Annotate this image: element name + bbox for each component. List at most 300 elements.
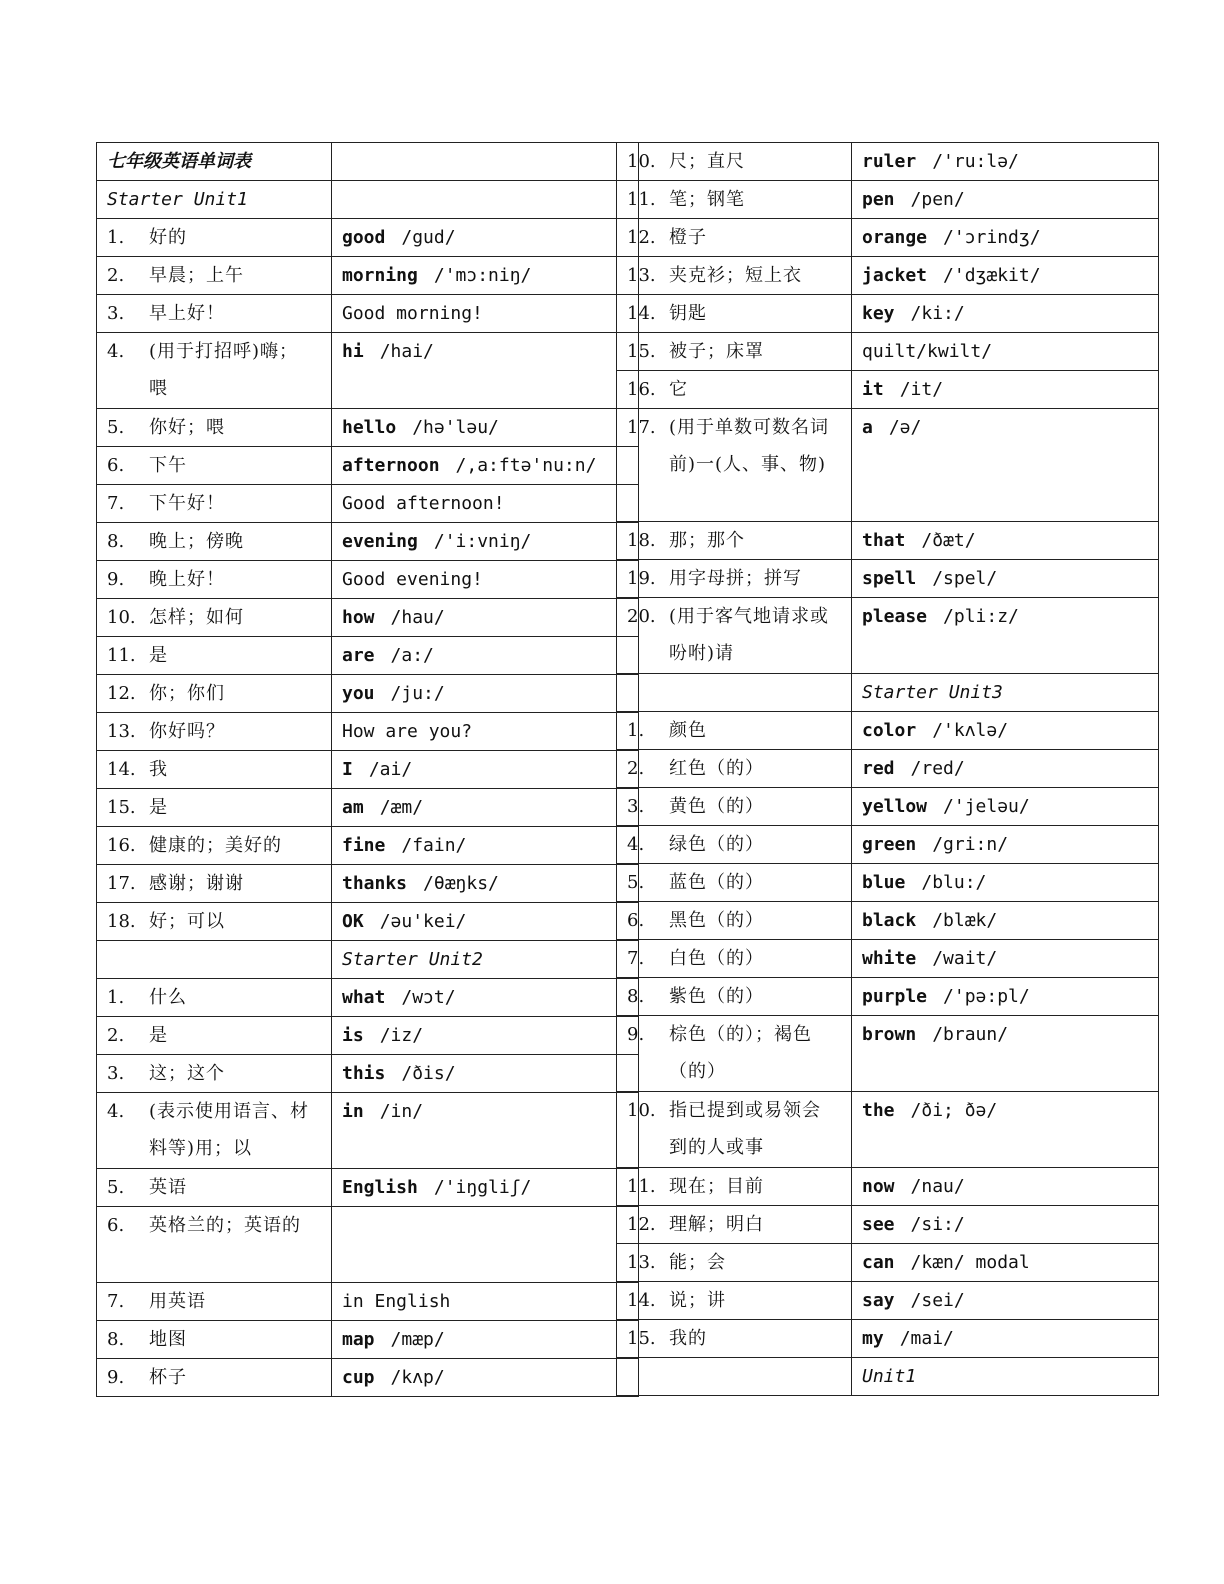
phonetic: /si:/: [910, 1214, 965, 1235]
phonetic: /ju:/: [390, 683, 445, 704]
item-number: 18.: [107, 911, 136, 932]
item-number: 2.: [107, 265, 125, 286]
chinese-meaning: 你；你们: [149, 683, 225, 704]
phonetic: /æm/: [379, 797, 424, 818]
phonetic: /wɔt/: [401, 987, 456, 1008]
english-entry-cell: [332, 561, 639, 599]
english-entry-cell: [332, 789, 639, 827]
english-entry-cell: [332, 827, 639, 865]
english-word: are: [342, 645, 375, 666]
item-number: 5.: [627, 872, 645, 893]
english-entry-cell: [332, 1169, 639, 1207]
chinese-meaning: 你好；喂: [149, 417, 225, 438]
english-entry-cell: [852, 295, 1159, 333]
item-number: 10.: [627, 1100, 656, 1121]
chinese-meaning: (表示使用语言、材料等)用；以: [149, 1101, 310, 1159]
english-entry-cell: [332, 1283, 639, 1321]
chinese-meaning: 好；可以: [149, 911, 225, 932]
english-entry-cell: [852, 143, 1159, 181]
chinese-meaning-cell: [617, 1282, 852, 1320]
table-row: [617, 143, 1159, 181]
item-number: 12.: [627, 1214, 656, 1235]
table-row: [97, 675, 639, 713]
phonetic: /a:/: [390, 645, 434, 666]
chinese-meaning: 理解；明白: [669, 1214, 764, 1235]
english-word: key: [862, 303, 895, 324]
table-row: [97, 485, 639, 523]
chinese-meaning: 什么: [149, 987, 187, 1008]
english-word: it: [862, 379, 884, 400]
right-vocabulary-column: [616, 142, 1116, 1396]
chinese-meaning: 杯子: [149, 1367, 187, 1388]
english-word: you: [342, 683, 375, 704]
table-row: [97, 865, 639, 903]
table-row: [617, 333, 1159, 371]
phonetic: /mai/: [899, 1328, 954, 1349]
table-row: [97, 523, 639, 561]
chinese-meaning-cell: [617, 333, 852, 371]
unit-title: Starter Unit2: [342, 949, 483, 970]
table-row: [617, 560, 1159, 598]
item-number: 16.: [107, 835, 136, 856]
chinese-meaning: 早上好！: [149, 303, 225, 324]
english-entry-cell: [332, 1055, 639, 1093]
chinese-meaning-cell: [97, 447, 332, 485]
english-entry-cell: [332, 447, 639, 485]
item-number: 18.: [627, 530, 656, 551]
phonetic: /'mɔ:niŋ/: [433, 265, 532, 286]
chinese-meaning-cell: [97, 1359, 332, 1397]
header-right-cell: [852, 1358, 1159, 1396]
item-number: 5.: [107, 417, 125, 438]
english-word: black: [862, 910, 917, 931]
item-number: 17.: [627, 417, 656, 438]
chinese-meaning: 蓝色（的）: [669, 872, 764, 893]
english-word: that: [862, 530, 906, 551]
chinese-meaning-cell: [617, 598, 852, 674]
english-entry-cell: [852, 826, 1159, 864]
chinese-meaning-cell: [97, 295, 332, 333]
item-number: 14.: [627, 1290, 656, 1311]
table-row: [617, 750, 1159, 788]
english-word: am: [342, 797, 364, 818]
item-number: 11.: [627, 1176, 656, 1197]
chinese-meaning: 英语: [149, 1177, 187, 1198]
english-word: now: [862, 1176, 895, 1197]
header-left-cell: [617, 1358, 852, 1396]
table-row: [617, 219, 1159, 257]
item-number: 8.: [627, 986, 645, 1007]
phonetic: /nau/: [910, 1176, 965, 1197]
english-entry-cell: [332, 1093, 639, 1169]
phonetic: /'dʒækit/: [943, 265, 1041, 286]
table-row: [617, 295, 1159, 333]
chinese-meaning-cell: [97, 1321, 332, 1359]
table-row: [97, 409, 639, 447]
english-word: in: [342, 1101, 364, 1122]
phonetic: /'i:vniŋ/: [433, 531, 532, 552]
english-entry-cell: [332, 1321, 639, 1359]
english-entry-cell: [332, 257, 639, 295]
item-number: 4.: [627, 834, 645, 855]
english-phrase: Good morning!: [342, 303, 483, 324]
chinese-meaning-cell: [617, 1206, 852, 1244]
english-entry-cell: [852, 219, 1159, 257]
phonetic: /'ru:lə/: [932, 151, 1019, 172]
unit-title: Unit1: [862, 1366, 917, 1387]
phonetic: /wait/: [932, 948, 998, 969]
english-entry-cell: [332, 219, 639, 257]
vocabulary-table-left-body: [97, 143, 639, 1397]
item-number: 11.: [627, 189, 656, 210]
english-word: white: [862, 948, 917, 969]
table-row: [97, 637, 639, 675]
chinese-meaning: 用英语: [149, 1291, 206, 1312]
english-word: map: [342, 1329, 375, 1350]
english-entry-cell: [332, 295, 639, 333]
table-row: [617, 826, 1159, 864]
item-number: 15.: [107, 797, 136, 818]
english-entry-cell: [852, 409, 1159, 522]
item-number: 17.: [107, 873, 136, 894]
chinese-meaning-cell: [97, 1055, 332, 1093]
item-number: 14.: [107, 759, 136, 780]
chinese-meaning: 尺；直尺: [669, 151, 745, 172]
phonetic: /blæk/: [932, 910, 998, 931]
phonetic: /mæp/: [390, 1329, 445, 1350]
english-entry-cell: [852, 257, 1159, 295]
table-row: [97, 295, 639, 333]
chinese-meaning-cell: [617, 1320, 852, 1358]
english-word: evening: [342, 531, 418, 552]
english-entry-cell: [852, 522, 1159, 560]
chinese-meaning: 用字母拼；拼写: [669, 568, 802, 589]
table-row: [97, 1359, 639, 1397]
chinese-meaning-cell: [97, 903, 332, 941]
phonetic: /θæŋks/: [423, 873, 499, 894]
chinese-meaning: 下午好！: [149, 493, 225, 514]
chinese-meaning: (用于打招呼)嗨；喂: [149, 341, 299, 399]
phonetic: /red/: [910, 758, 965, 779]
chinese-meaning-cell: [617, 522, 852, 560]
phonetic: /blu:/: [921, 872, 987, 893]
header-left-cell: [97, 181, 332, 219]
item-number: 20.: [627, 606, 656, 627]
chinese-meaning-cell: [97, 1283, 332, 1321]
table-row: [617, 1206, 1159, 1244]
item-number: 10.: [627, 151, 656, 172]
chinese-meaning: 健康的；美好的: [149, 835, 282, 856]
phonetic: /gud/: [401, 227, 456, 248]
item-number: 7.: [107, 493, 125, 514]
chinese-meaning-cell: [617, 940, 852, 978]
item-number: 1.: [107, 987, 125, 1008]
english-word: the: [862, 1100, 895, 1121]
english-word: a: [862, 417, 873, 438]
phonetic: /'kʌlə/: [932, 720, 1009, 741]
english-entry-cell: [852, 371, 1159, 409]
english-entry-cell: [852, 864, 1159, 902]
item-number: 6.: [107, 455, 125, 476]
item-number: 8.: [107, 531, 125, 552]
table-row: [617, 1320, 1159, 1358]
chinese-meaning-cell: [617, 257, 852, 295]
english-word: jacket: [862, 265, 928, 286]
chinese-meaning: 晚上好！: [149, 569, 225, 590]
chinese-meaning: 白色（的）: [669, 948, 764, 969]
chinese-meaning: 绿色（的）: [669, 834, 764, 855]
chinese-meaning: 我的: [669, 1328, 707, 1349]
chinese-meaning-cell: [97, 485, 332, 523]
chinese-meaning: 颜色: [669, 720, 707, 741]
phonetic: /in/: [379, 1101, 424, 1122]
english-word: afternoon: [342, 455, 440, 476]
table-row: [97, 1321, 639, 1359]
chinese-meaning-cell: [617, 181, 852, 219]
table-row: [97, 751, 639, 789]
chinese-meaning: 下午: [149, 455, 187, 476]
phonetic: /ðæt/: [921, 530, 976, 551]
english-word: orange: [862, 227, 928, 248]
table-row: [97, 257, 639, 295]
english-word: this: [342, 1063, 386, 1084]
chinese-meaning-cell: [97, 1093, 332, 1169]
table-row: [617, 598, 1159, 674]
table-row: [97, 219, 639, 257]
table-row: [97, 1283, 639, 1321]
chinese-meaning: 棕色（的）；褐色（的）: [669, 1024, 812, 1082]
item-number: 7.: [627, 948, 645, 969]
english-entry-cell: [332, 1359, 639, 1397]
phonetic: /'jeləu/: [943, 796, 1030, 817]
table-row: [617, 1244, 1159, 1282]
table-row: [617, 522, 1159, 560]
chinese-meaning-cell: [617, 143, 852, 181]
item-number: 9.: [627, 1024, 645, 1045]
english-word: how: [342, 607, 375, 628]
item-number: 16.: [627, 379, 656, 400]
phonetic: /'pə:pl/: [943, 986, 1030, 1007]
english-phrase: Good afternoon!: [342, 493, 505, 514]
english-word: ruler: [862, 151, 917, 172]
english-phrase: Good evening!: [342, 569, 483, 590]
english-entry-cell: [332, 979, 639, 1017]
table-row: [617, 788, 1159, 826]
item-number: 9.: [107, 569, 125, 590]
chinese-meaning-cell: [97, 257, 332, 295]
english-entry-cell: [852, 333, 1159, 371]
chinese-meaning: 黄色（的）: [669, 796, 764, 817]
english-word: brown: [862, 1024, 917, 1045]
vocabulary-table-right: [616, 142, 1159, 1396]
chinese-meaning: 它: [669, 379, 688, 400]
english-phrase: quilt/kwilt/: [862, 341, 993, 362]
chinese-meaning: 现在；目前: [669, 1176, 764, 1197]
english-entry-cell: [332, 523, 639, 561]
phonetic: /pli:z/: [943, 606, 1019, 627]
chinese-meaning-cell: [97, 523, 332, 561]
english-word: I: [342, 759, 353, 780]
phonetic: /fain/: [401, 835, 467, 856]
table-row: [97, 1017, 639, 1055]
unit-header-row: [617, 1358, 1159, 1396]
chinese-meaning: 我: [149, 759, 168, 780]
item-number: 19.: [627, 568, 656, 589]
chinese-meaning: 橙子: [669, 227, 707, 248]
english-word: my: [862, 1328, 884, 1349]
table-row: [97, 1207, 639, 1283]
unit-header-row: [617, 674, 1159, 712]
english-word: can: [862, 1252, 895, 1273]
chinese-meaning: 说；讲: [669, 1290, 726, 1311]
chinese-meaning-cell: [617, 371, 852, 409]
header-right-cell: [332, 941, 639, 979]
phonetic: /it/: [899, 379, 944, 400]
chinese-meaning: 晚上；傍晚: [149, 531, 244, 552]
chinese-meaning-cell: [617, 864, 852, 902]
english-word: blue: [862, 872, 906, 893]
item-number: 2.: [107, 1025, 125, 1046]
chinese-meaning: 夹克衫；短上衣: [669, 265, 802, 286]
english-word: hello: [342, 417, 397, 438]
item-number: 12.: [107, 683, 136, 704]
chinese-meaning: 红色（的）: [669, 758, 764, 779]
english-word: say: [862, 1290, 895, 1311]
chinese-meaning-cell: [97, 1169, 332, 1207]
item-number: 15.: [627, 1328, 656, 1349]
english-entry-cell: [852, 902, 1159, 940]
item-number: 5.: [107, 1177, 125, 1198]
chinese-meaning-cell: [617, 902, 852, 940]
chinese-meaning-cell: [617, 1244, 852, 1282]
item-number: 1.: [107, 227, 125, 248]
table-row: [617, 257, 1159, 295]
unit-title: Starter Unit3: [862, 682, 1003, 703]
chinese-meaning-cell: [97, 1207, 332, 1283]
phonetic: /əu'kei/: [379, 911, 467, 932]
chinese-meaning: 那；那个: [669, 530, 745, 551]
table-row: [617, 1168, 1159, 1206]
chinese-meaning-cell: [97, 599, 332, 637]
chinese-meaning: 英格兰的；英语的: [149, 1215, 301, 1236]
table-row: [617, 1092, 1159, 1168]
chinese-meaning-cell: [617, 295, 852, 333]
english-word: English: [342, 1177, 418, 1198]
english-entry-cell: [852, 940, 1159, 978]
chinese-meaning: 怎样；如何: [149, 607, 244, 628]
chinese-meaning: 早晨；上午: [149, 265, 244, 286]
table-row: [97, 789, 639, 827]
chinese-meaning-cell: [97, 637, 332, 675]
item-number: 12.: [627, 227, 656, 248]
phonetic: /ə/: [888, 417, 922, 438]
english-phrase: in English: [342, 1291, 451, 1312]
chinese-meaning-cell: [97, 219, 332, 257]
item-number: 6.: [627, 910, 645, 931]
chinese-meaning: 是: [149, 1025, 168, 1046]
vocabulary-table-right-body: [617, 143, 1159, 1396]
chinese-meaning-cell: [617, 219, 852, 257]
chinese-meaning: 指已提到或易领会到的人或事: [669, 1100, 821, 1158]
table-row: [617, 409, 1159, 522]
phonetic: /sei/: [910, 1290, 965, 1311]
phonetic: /pen/: [910, 189, 965, 210]
english-word: red: [862, 758, 895, 779]
item-number: 3.: [627, 796, 645, 817]
english-entry-cell: [852, 712, 1159, 750]
english-word: see: [862, 1214, 895, 1235]
english-entry-cell: [852, 1244, 1159, 1282]
chinese-meaning: 你好吗？: [149, 721, 225, 742]
item-number: 2.: [627, 758, 645, 779]
table-row: [97, 713, 639, 751]
vocabulary-table-left: [96, 142, 639, 1397]
item-number: 15.: [627, 341, 656, 362]
item-number: 13.: [107, 721, 136, 742]
english-entry-cell: [332, 637, 639, 675]
english-entry-cell: [332, 675, 639, 713]
table-row: [617, 902, 1159, 940]
table-row: [617, 712, 1159, 750]
table-row: [617, 371, 1159, 409]
english-word: green: [862, 834, 917, 855]
table-row: [97, 979, 639, 1017]
chinese-meaning: 被子；床罩: [669, 341, 764, 362]
unit-header-row: [97, 181, 639, 219]
phonetic: /,a:ftə'nu:n/: [455, 455, 597, 476]
item-number: 14.: [627, 303, 656, 324]
english-word: is: [342, 1025, 364, 1046]
item-number: 7.: [107, 1291, 125, 1312]
chinese-meaning-cell: [97, 865, 332, 903]
table-row: [617, 864, 1159, 902]
english-entry-cell: [852, 1206, 1159, 1244]
chinese-meaning-cell: [97, 827, 332, 865]
english-word: purple: [862, 986, 928, 1007]
chinese-meaning: 是: [149, 645, 168, 666]
chinese-meaning-cell: [617, 560, 852, 598]
table-title-cell: [97, 143, 332, 181]
header-left-cell: [617, 674, 852, 712]
item-number: 9.: [107, 1367, 125, 1388]
chinese-meaning: 紫色（的）: [669, 986, 764, 1007]
english-word: OK: [342, 911, 364, 932]
chinese-meaning: (用于单数可数名词前)一(人、事、物): [669, 417, 830, 475]
table-row: [97, 333, 639, 409]
english-word: fine: [342, 835, 386, 856]
phonetic: /ai/: [368, 759, 413, 780]
chinese-meaning-cell: [97, 713, 332, 751]
english-entry-cell: [852, 598, 1159, 674]
phonetic: /gri:n/: [932, 834, 1009, 855]
item-number: 8.: [107, 1329, 125, 1350]
item-number: 6.: [107, 1215, 125, 1236]
phonetic: /hai/: [379, 341, 434, 362]
chinese-meaning: 好的: [149, 227, 187, 248]
table-row: [97, 827, 639, 865]
table-row: [97, 599, 639, 637]
chinese-meaning-cell: [617, 978, 852, 1016]
header-right-cell: [332, 181, 639, 219]
chinese-meaning-cell: [97, 1017, 332, 1055]
phonetic: /kæn/ modal: [910, 1252, 1030, 1273]
english-entry-cell: [332, 865, 639, 903]
english-entry-cell: [852, 750, 1159, 788]
chinese-meaning: 感谢；谢谢: [149, 873, 244, 894]
english-entry-cell: [332, 599, 639, 637]
table-row: [617, 181, 1159, 219]
english-word: what: [342, 987, 386, 1008]
